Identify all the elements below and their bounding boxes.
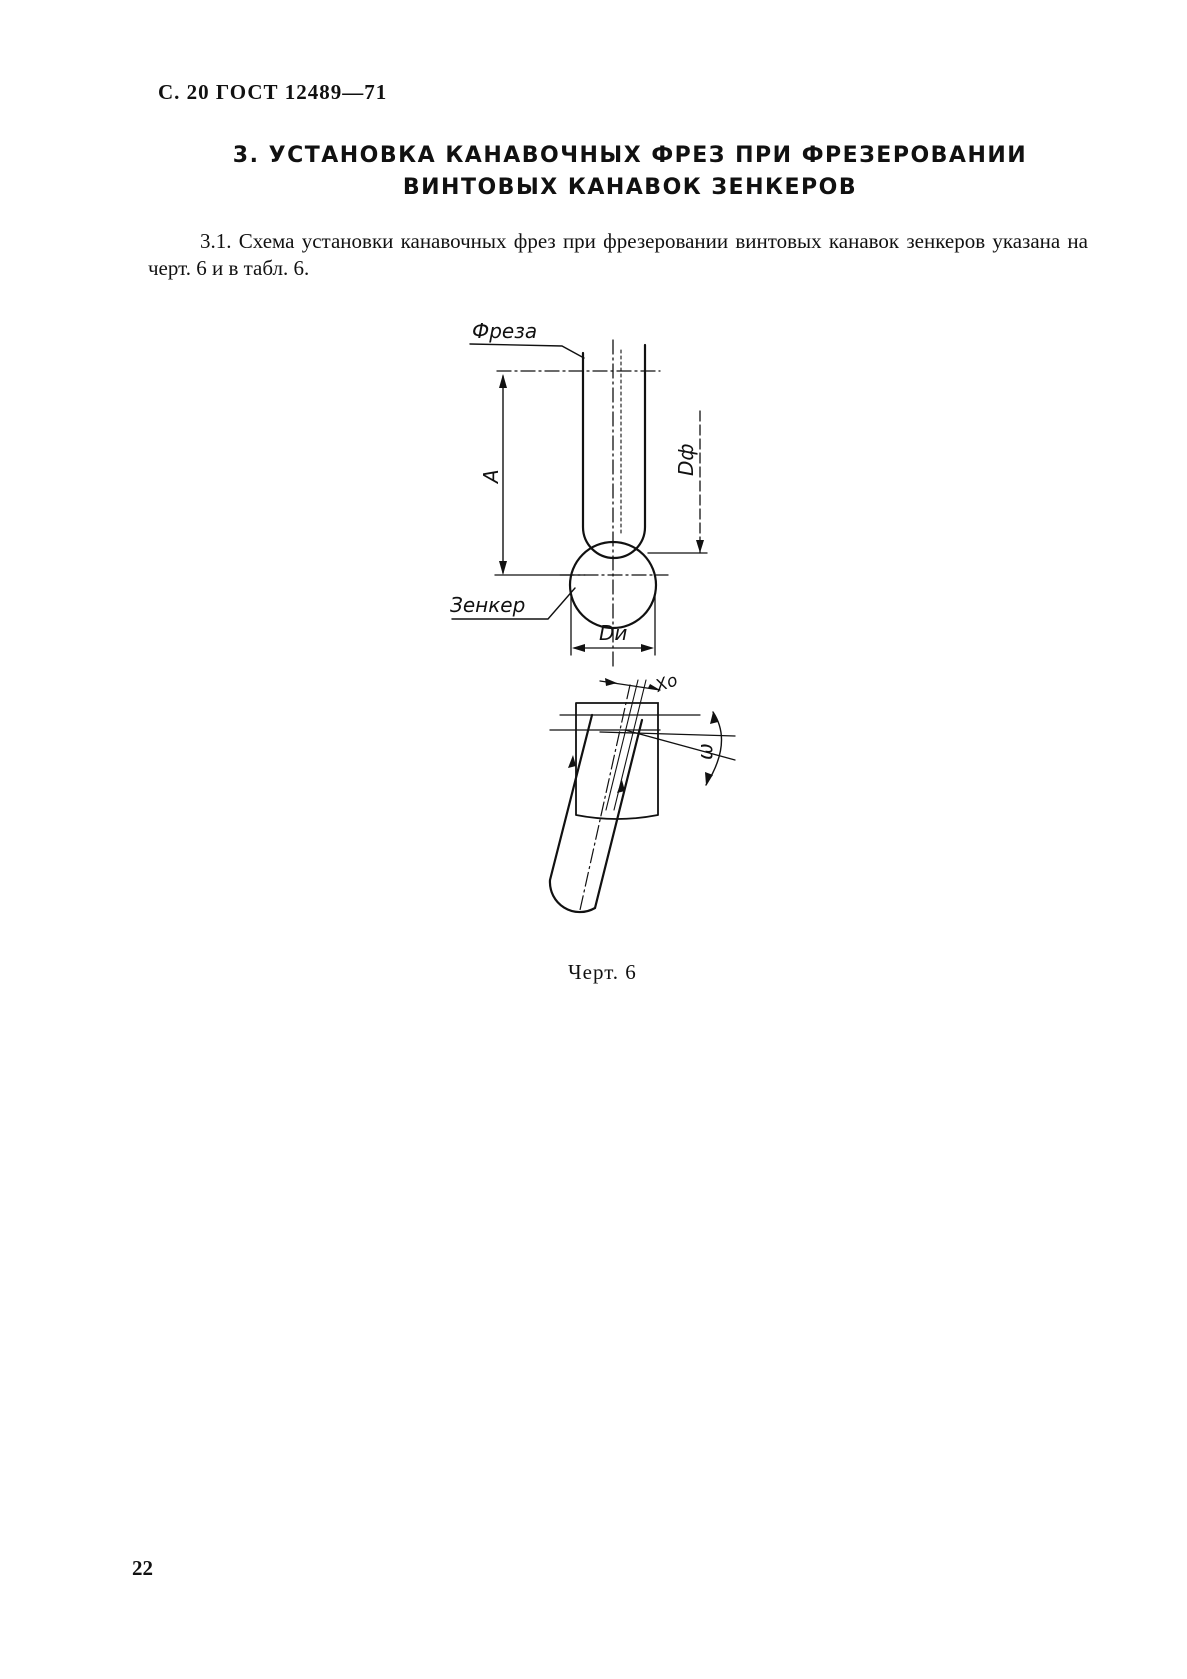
label-Du: Dи: [599, 621, 628, 645]
label-cutter: Фреза: [472, 319, 538, 343]
label-Df: Dф: [674, 443, 698, 476]
label-countersink: Зенкер: [450, 593, 526, 617]
page-number: 22: [132, 1556, 153, 1580]
inclined-cutter-outline: [550, 715, 642, 912]
figure-caption: Черт. 6: [568, 960, 637, 984]
cutter-outline: [583, 345, 645, 558]
label-omega: ω: [693, 743, 717, 760]
paragraph-3-1: 3.1. Схема установки канавочных фрез при фрезеровании винтовых канавок зенкеров указана на черт. 6 и в табл. 6.: [148, 229, 1088, 280]
page-header: С. 20 ГОСТ 12489—71: [158, 80, 388, 104]
label-Xo: Xо: [652, 670, 681, 697]
label-A: A: [479, 469, 503, 483]
countersink-slice: [576, 703, 658, 819]
section-title-line-2: ВИНТОВЫХ КАНАВОК ЗЕНКЕРОВ: [402, 175, 858, 200]
section-title-line-1: 3. УСТАНОВКА КАНАВОЧНЫХ ФРЕЗ ПРИ ФРЕЗЕРОВАНИИ: [232, 143, 1028, 168]
